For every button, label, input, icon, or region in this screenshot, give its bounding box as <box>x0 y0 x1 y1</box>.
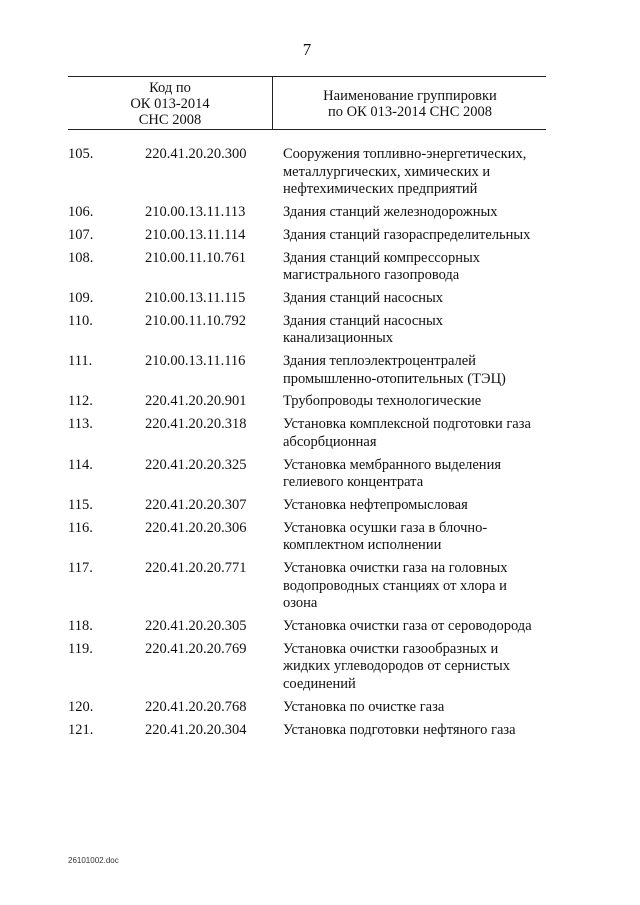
row-name <box>283 146 548 199</box>
row-number: 113. <box>68 416 93 433</box>
row-name-line: Установка подготовки нефтяного газа <box>283 721 516 738</box>
row-name-line: Здания станций насосных <box>283 289 444 306</box>
row-number: 117. <box>68 560 93 577</box>
row-name-line: Здания станций компрессорных <box>283 249 480 266</box>
column-header-code-line: ОК 013-2014 <box>130 96 210 112</box>
row-code: 210.00.13.11.114 <box>145 226 246 243</box>
header-top-rule <box>68 76 546 77</box>
row-name <box>283 416 548 451</box>
table-row <box>0 416 640 451</box>
row-number: 121. <box>68 721 94 738</box>
row-name-line: канализационных <box>283 330 394 347</box>
row-name-line: соединений <box>283 676 356 693</box>
row-name-line: Установка комплексной подготовки газа <box>283 416 531 433</box>
table-row <box>0 457 640 492</box>
row-name-line: Установка очистки газообразных и <box>283 640 499 657</box>
row-number: 108. <box>68 249 94 266</box>
row-code: 220.41.20.20.901 <box>145 393 247 410</box>
row-name-line: водопроводных станциях от хлора и <box>283 577 507 594</box>
row-name-line: Установка мембранного выделения <box>283 456 501 473</box>
row-name-line: Установка по очистке газа <box>283 698 445 715</box>
row-code: 220.41.20.20.768 <box>145 698 247 715</box>
row-number: 105. <box>68 146 94 162</box>
row-number: 118. <box>68 618 93 635</box>
row-name-line: магистрального газопровода <box>283 267 460 284</box>
table-row <box>0 722 640 740</box>
row-name-line: Сооружения топливно-энергетических, <box>283 146 527 162</box>
row-code: 210.00.11.10.761 <box>145 249 246 266</box>
row-name-line: озона <box>283 595 318 612</box>
row-number: 116. <box>68 519 93 536</box>
column-header-code-line: Код по <box>149 80 191 96</box>
row-name <box>283 204 548 222</box>
row-code: 210.00.13.11.113 <box>145 203 246 220</box>
row-name-line: Здания станций газораспределительных <box>283 226 531 243</box>
row-number: 119. <box>68 640 93 657</box>
row-number: 107. <box>68 226 94 243</box>
column-header-name-line: по ОК 013-2014 СНС 2008 <box>327 104 493 120</box>
footer-file-name: 26101002.doc <box>68 856 119 865</box>
row-number: 106. <box>68 203 94 220</box>
row-name-line: абсорбционная <box>283 433 377 450</box>
row-name-line: Здания станций железнодорожных <box>283 203 498 220</box>
row-name <box>283 457 548 492</box>
row-name <box>283 520 548 555</box>
row-number: 115. <box>68 496 93 513</box>
row-name <box>283 393 548 411</box>
row-name-line: металлургических, химических и <box>283 163 491 180</box>
table-row <box>0 699 640 717</box>
row-code: 210.00.11.10.792 <box>145 312 246 329</box>
table-row <box>0 353 640 388</box>
row-name-line: гелиевого концентрата <box>283 474 424 491</box>
row-number: 110. <box>68 312 93 329</box>
classification-table-body <box>0 146 640 744</box>
column-header-code <box>70 80 270 128</box>
row-name-line: жидких углеводородов от сернистых <box>283 658 510 675</box>
table-row <box>0 146 640 199</box>
row-code: 220.41.20.20.769 <box>145 640 247 657</box>
row-code: 220.41.20.20.304 <box>145 721 247 738</box>
row-name <box>283 560 548 613</box>
row-name-line: Здания станций насосных <box>283 312 444 329</box>
row-name <box>283 313 548 348</box>
table-row <box>0 497 640 515</box>
row-code: 220.41.20.20.306 <box>145 519 247 536</box>
row-name-line: Трубопроводы технологические <box>283 393 482 410</box>
table-row <box>0 250 640 285</box>
row-name-line: Здания теплоэлектроцентралей <box>283 353 476 370</box>
page-number: 7 <box>302 40 312 59</box>
row-number: 109. <box>68 289 94 306</box>
row-number: 111. <box>68 353 93 370</box>
row-name-line: нефтехимических предприятий <box>283 181 478 198</box>
header-bottom-rule <box>68 129 546 130</box>
row-name-line: комплектном исполнении <box>283 537 442 554</box>
row-name-line: промышленно-отопительных (ТЭЦ) <box>283 370 506 387</box>
row-code: 220.41.20.20.305 <box>145 618 247 635</box>
row-name <box>283 353 548 388</box>
row-code: 210.00.13.11.115 <box>145 289 246 306</box>
table-row <box>0 393 640 411</box>
row-name-line: Установка очистки газа на головных <box>283 560 508 577</box>
row-name <box>283 722 548 740</box>
row-name <box>283 497 548 515</box>
row-name <box>283 250 548 285</box>
row-name-line: Установка осушки газа в блочно- <box>283 519 488 536</box>
table-row <box>0 560 640 613</box>
column-header-name <box>276 88 544 120</box>
table-row <box>0 313 640 348</box>
row-code: 220.41.20.20.771 <box>145 560 247 577</box>
table-row <box>0 204 640 222</box>
row-name-line: Установка нефтепромысловая <box>283 496 468 513</box>
row-name <box>283 227 548 245</box>
table-row <box>0 227 640 245</box>
row-name <box>283 618 548 636</box>
row-name <box>283 290 548 308</box>
table-row <box>0 618 640 636</box>
table-row <box>0 520 640 555</box>
row-name-line: Установка очистки газа от сероводорода <box>283 618 532 635</box>
row-number: 120. <box>68 698 94 715</box>
row-number: 114. <box>68 456 93 473</box>
row-code: 220.41.20.20.325 <box>145 456 247 473</box>
row-code: 210.00.13.11.116 <box>145 353 246 370</box>
row-code: 220.41.20.20.318 <box>145 416 247 433</box>
row-code: 220.41.20.20.300 <box>145 146 247 162</box>
table-row <box>0 290 640 308</box>
header-column-divider <box>272 76 273 129</box>
row-name <box>283 699 548 717</box>
column-header-name-line: Наименование группировки <box>323 88 497 104</box>
row-code: 220.41.20.20.307 <box>145 496 247 513</box>
column-header-code-line: СНС 2008 <box>138 112 202 128</box>
table-row <box>0 641 640 694</box>
row-name <box>283 641 548 694</box>
row-number: 112. <box>68 393 93 410</box>
